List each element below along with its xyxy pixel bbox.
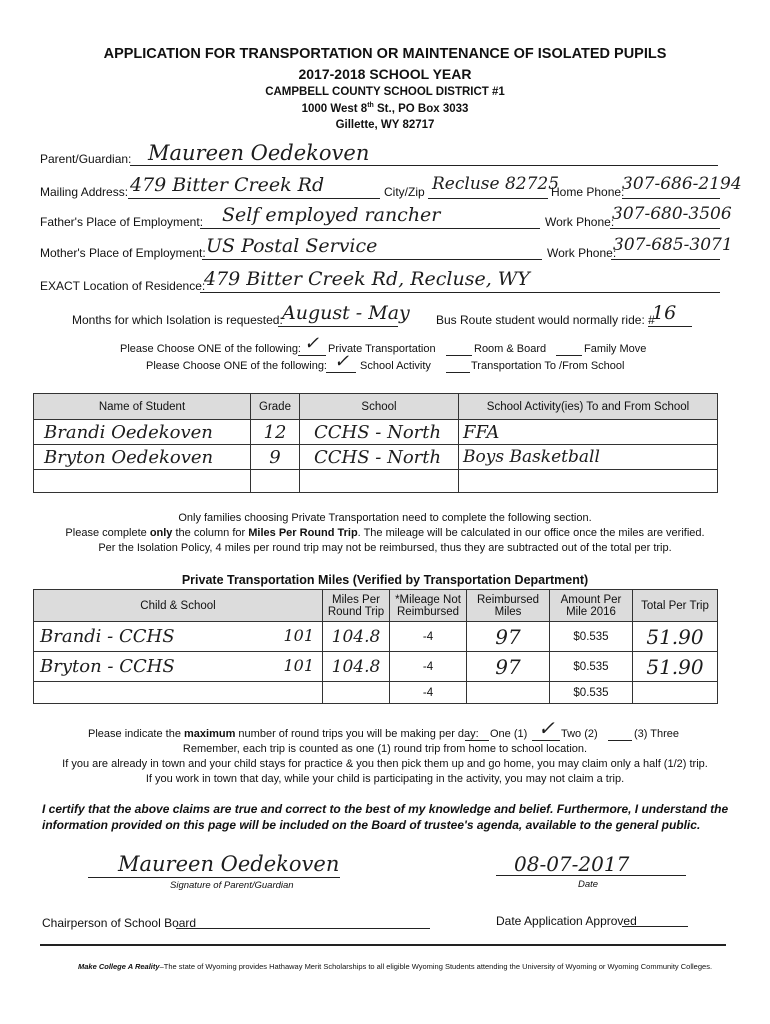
table-row [34, 420, 718, 445]
col-reimbursed-miles: Reimbursed Miles [467, 590, 550, 622]
student-grade [251, 470, 300, 493]
choice-row2-check: ✓ [334, 351, 350, 372]
student-name: Bryton Oedekoven [34, 445, 251, 470]
footer-text: Make College A Reality–The state of Wyoming provides Hathaway Merit Scholarships to all eligible Wyoming Students attending the University of Wyoming or Wyoming Community Colleges. [78, 962, 713, 971]
trips-line3 [608, 740, 632, 741]
students-table [33, 393, 718, 493]
miles-rate: $0.535 [550, 682, 633, 704]
choice-room-board[interactable]: Room & Board [474, 343, 547, 355]
miles-table-caption: Private Transportation Miles (Verified by Transportation Department) [181, 573, 589, 587]
district-city: Gillette, WY 82717 [335, 119, 435, 131]
miles-child: Brandi - CCHS 101 [34, 622, 323, 652]
date-label: Date [578, 879, 599, 890]
mailing-value: 479 Bitter Creek Rd [130, 174, 325, 196]
miles-reimbursed: 97 [467, 622, 550, 652]
miles-table [33, 589, 718, 704]
form-title: APPLICATION FOR TRANSPORTATION OR MAINTENANCE OF ISOLATED PUPILS [103, 46, 667, 62]
choice-row1-line1 [298, 355, 326, 356]
table-row [34, 445, 718, 470]
father-workphone-line [610, 228, 720, 229]
col-child-school: Child & School [34, 590, 323, 622]
bus-route-line [648, 326, 692, 327]
choice-row1-line2 [446, 355, 472, 356]
months-value: August - May [282, 302, 410, 324]
choice-row1-check: ✓ [304, 333, 320, 354]
residence-line [200, 292, 720, 293]
trips-option-three[interactable]: (3) Three [634, 728, 680, 740]
approved-line [622, 926, 688, 927]
certify-line1: I certify that the above claims are true and correct to the best of my knowledge and belief. Furthermore, I understand the [42, 802, 729, 816]
col-total-per-trip: Total Per Trip [633, 590, 718, 622]
mother-employment-value: US Postal Service [206, 235, 378, 257]
homephone-value: 307-686-2194 [622, 174, 742, 194]
col-mileage-not-reimbursed: *Mileage Not Reimbursed [390, 590, 467, 622]
student-school [300, 470, 459, 493]
bus-route-label: Bus Route student would normally ride: # [436, 313, 655, 327]
mailing-label: Mailing Address: [40, 185, 129, 199]
certify-line2: information provided on this page will be included on the Board of trustee's agenda, available to the general public. [42, 818, 701, 832]
residence-label: EXACT Location of Residence: [40, 279, 206, 293]
signature-line [88, 877, 340, 878]
miles-total: 51.90 [633, 622, 718, 652]
choice-row2-label: Please Choose ONE of the following: [146, 360, 327, 372]
homephone-label: Home Phone: [551, 185, 625, 199]
mother-line [202, 259, 542, 260]
table-row [34, 622, 718, 652]
trips-option-two[interactable]: Two (2) [561, 728, 598, 740]
cityzip-label: City/Zip [384, 185, 425, 199]
miles-rate: $0.535 [550, 652, 633, 682]
table-row [34, 682, 718, 704]
date-line [496, 875, 686, 876]
choice-row2-line1 [326, 372, 356, 373]
student-school: CCHS - North [300, 445, 459, 470]
trips-line2 [532, 740, 560, 741]
chairperson-label: Chairperson of School Board [42, 916, 197, 930]
note-line2: Please complete only the column for Miles Per Round Trip. The mileage will be calculated in our office once the miles are verified. [65, 527, 705, 539]
miles-not-reimbursed: -4 [390, 682, 467, 704]
school-year: 2017-2018 SCHOOL YEAR [298, 66, 472, 82]
miles-round-trip: 104.8 [323, 622, 390, 652]
table-row [34, 470, 718, 493]
father-workphone-value: 307-680-3506 [612, 204, 732, 224]
miles-child: Bryton - CCHS 101 [34, 652, 323, 682]
trips-note2: If you are already in town and your child stays for practice & you then pick them up and go home, you may claim only a half (1/2) trip. [62, 758, 708, 770]
student-activity [459, 470, 718, 493]
choice-row1-line3 [556, 355, 582, 356]
trips-question: Please indicate the maximum number of round trips you will be making per day: [88, 728, 479, 740]
table-row [34, 652, 718, 682]
chairperson-line [176, 928, 430, 929]
footer-divider [40, 944, 726, 946]
father-line [200, 228, 540, 229]
homephone-line [622, 198, 720, 199]
trips-note3: If you work in town that day, while your child is participating in the activity, you may not claim a trip. [145, 773, 625, 785]
miles-round-trip: 104.8 [323, 652, 390, 682]
signature-label: Signature of Parent/Guardian [170, 880, 294, 891]
student-grade: 12 [251, 420, 300, 445]
father-workphone-label: Work Phone: [545, 215, 615, 229]
parent-line [130, 165, 718, 166]
mailing-line [128, 198, 380, 199]
col-grade: Grade [251, 394, 300, 420]
miles-rate: $0.535 [550, 622, 633, 652]
student-activity: FFA [459, 420, 718, 445]
miles-reimbursed [467, 682, 550, 704]
miles-header-row [34, 590, 718, 622]
mother-workphone-value: 307-685-3071 [613, 235, 733, 255]
miles-total: 51.90 [633, 652, 718, 682]
choice-family-move[interactable]: Family Move [584, 343, 647, 355]
choice-row1-label: Please Choose ONE of the following: [120, 343, 301, 355]
note-line3: Per the Isolation Policy, 4 miles per round trip may not be reimbursed, thus they are subtracted out of the total per trip. [98, 542, 672, 554]
cityzip-line [428, 198, 548, 199]
miles-not-reimbursed: -4 [390, 652, 467, 682]
choice-transportation-to-from[interactable]: Transportation To /From School [471, 360, 625, 372]
col-school-activities: School Activity(ies) To and From School [459, 394, 718, 420]
col-school: School [300, 394, 459, 420]
cityzip-value: Recluse 82725 [432, 174, 560, 194]
trips-option-one[interactable]: One (1) [490, 728, 528, 740]
miles-child [34, 682, 323, 704]
choice-private-transportation[interactable]: Private Transportation [328, 343, 436, 355]
trips-note1: Remember, each trip is counted as one (1) round trip from home to school location. [182, 743, 588, 755]
miles-not-reimbursed: -4 [390, 622, 467, 652]
bus-route-value: 16 [652, 302, 677, 324]
father-employment-value: Self employed rancher [222, 204, 441, 226]
col-miles-per-round-trip: Miles Per Round Trip [323, 590, 390, 622]
student-name: Brandi Oedekoven [34, 420, 251, 445]
father-employment-label: Father's Place of Employment: [40, 215, 204, 229]
months-line [278, 326, 398, 327]
col-name-of-student: Name of Student [34, 394, 251, 420]
students-header-row [34, 394, 718, 420]
months-label: Months for which Isolation is requested: [72, 313, 283, 327]
district-address: 1000 West 8th St., PO Box 3033 [301, 102, 469, 115]
mother-workphone-line [611, 259, 720, 260]
residence-value: 479 Bitter Creek Rd, Recluse, WY [204, 268, 530, 290]
miles-side-note: 101 [283, 626, 314, 645]
district-name: CAMPBELL COUNTY SCHOOL DISTRICT #1 [265, 86, 505, 98]
trips-check: ✓ [538, 716, 555, 740]
note-line1: Only families choosing Private Transportation need to complete the following section. [178, 512, 592, 524]
miles-round-trip [323, 682, 390, 704]
date-value: 08-07-2017 [514, 852, 630, 876]
mother-workphone-label: Work Phone: [547, 246, 617, 260]
miles-total [633, 682, 718, 704]
parent-value: Maureen Oedekoven [148, 141, 370, 165]
mother-employment-label: Mother's Place of Employment: [40, 246, 206, 260]
choice-row2-line2 [446, 372, 470, 373]
student-name [34, 470, 251, 493]
trips-line1 [465, 740, 489, 741]
approved-label: Date Application Approved [496, 914, 637, 928]
student-school: CCHS - North [300, 420, 459, 445]
parent-label: Parent/Guardian: [40, 152, 132, 166]
choice-school-activity[interactable]: School Activity [360, 360, 431, 372]
col-amount-per-mile: Amount Per Mile 2016 [550, 590, 633, 622]
miles-reimbursed: 97 [467, 652, 550, 682]
miles-side-note: 101 [283, 656, 314, 675]
student-grade: 9 [251, 445, 300, 470]
student-activity: Boys Basketball [459, 445, 718, 470]
signature-value: Maureen Oedekoven [118, 852, 340, 876]
